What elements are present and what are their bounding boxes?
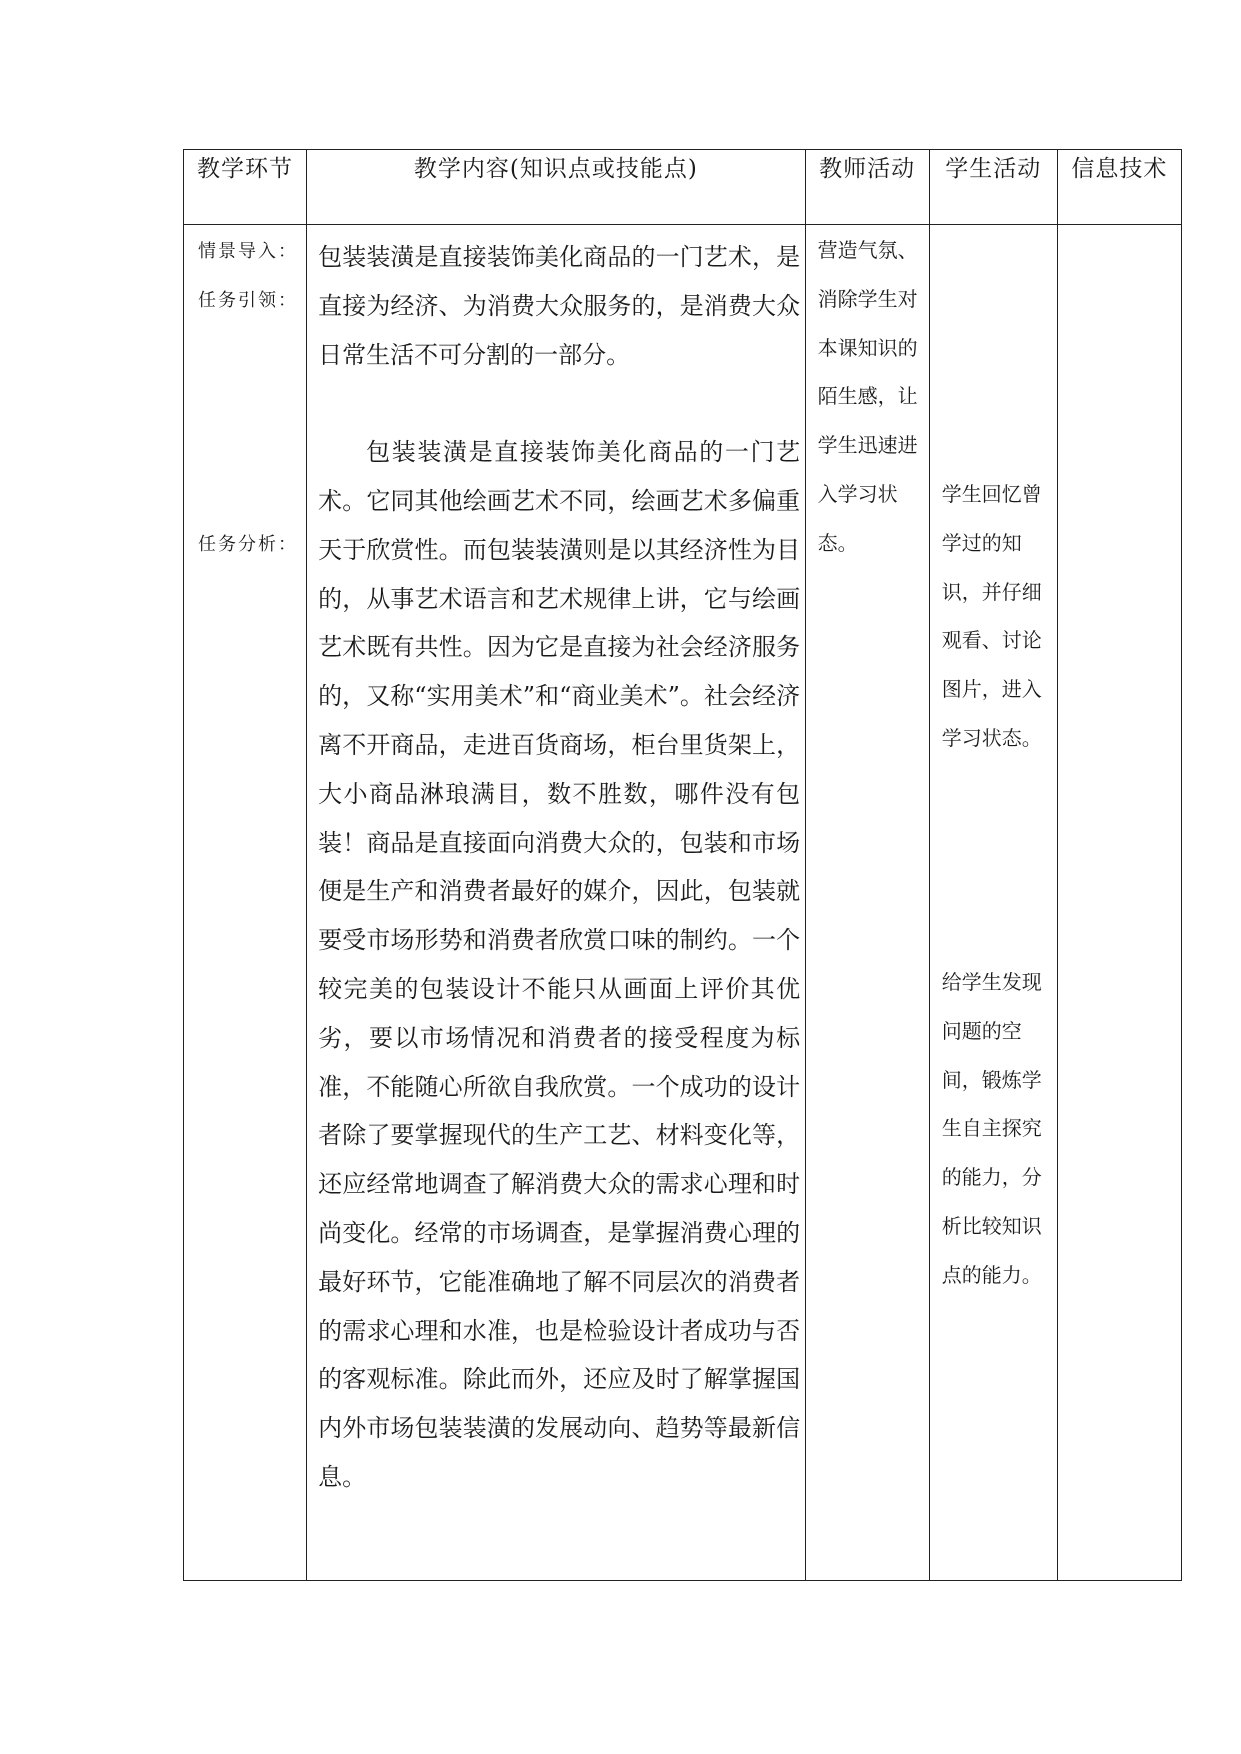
header-row: [184, 150, 1182, 225]
stage-cell: [184, 225, 307, 1581]
student-activity-cell: [929, 225, 1057, 1581]
content-text: [318, 233, 800, 1502]
body-row: [184, 225, 1182, 1581]
header-info-tech: 信息技术: [1057, 150, 1181, 225]
info-tech-cell: [1057, 225, 1181, 1581]
teacher-activity-text: 营造气氛、消除学生对本课知识的陌生感，让学生迅速进入学习状态。: [817, 238, 918, 555]
header-content: 教学内容(知识点或技能点): [307, 150, 805, 225]
teacher-activity-cell: [805, 225, 929, 1581]
header-teacher-activity: 教师活动: [805, 150, 929, 225]
content-cell: [307, 225, 805, 1581]
stage-task-analysis: 任务分析：: [198, 534, 298, 555]
lesson-plan-table: [183, 149, 1182, 1581]
student-activity-text-1: 学生回忆曾学过的知识，并仔细观看、讨论图片，进入学习状态。: [941, 482, 1042, 750]
stage-task-lead: 任务引领：: [198, 290, 298, 311]
student-activity-text-2: 给学生发现问题的空间，锻炼学生自主探究的能力，分析比较知识点的能力。: [941, 970, 1042, 1287]
content-paragraph-1: 包装装潢是直接装饰美化商品的一门艺术，是直接为经济、为消费大众服务的，是消费大众日常生活不可分割的一部分。: [318, 243, 801, 369]
stage-intro: 情景导入：: [198, 241, 298, 262]
header-stage: 教学环节: [184, 150, 307, 225]
header-student-activity: 学生活动: [929, 150, 1057, 225]
paragraph-spacer: [318, 379, 800, 428]
content-paragraph-2: 包装装潢是直接装饰美化商品的一门艺术。它同其他绘画艺术不同，绘画艺术多偏重天于欣赏性。而包装装潢则是以其经济性为目的，从事艺术语言和艺术规律上讲，它与绘画艺术既有共性。因为它是直接为社会经济服务的，又称“实用美术”和“商业美术”。社会经济离不开商品，走进百货商场，柜台里货架上，大小商品淋琅满目，数不胜数，哪件没有包装！商品是直接面向消费大众的，包装和市场便是生产和消费者最好的媒介，因此，包装就要受市场形势和消费者欣赏口味的制约。一个较完美的包装设计不能只从画面上评价其优劣，要以市场情况和消费者的接受程度为标准，不能随心所欲自我欣赏。一个成功的设计者除了要掌握现代的生产工艺、材料变化等，还应经常地调查了解消费大众的需求心理和时尚变化。经常的市场调查，是掌握消费心理的最好环节，它能准确地了解不同层次的消费者的需求心理和水准，也是检验设计者成功与否的客观标准。除此而外，还应及时了解掌握国内外市场包装装潢的发展动向、趋势等最新信息。: [318, 438, 801, 1491]
